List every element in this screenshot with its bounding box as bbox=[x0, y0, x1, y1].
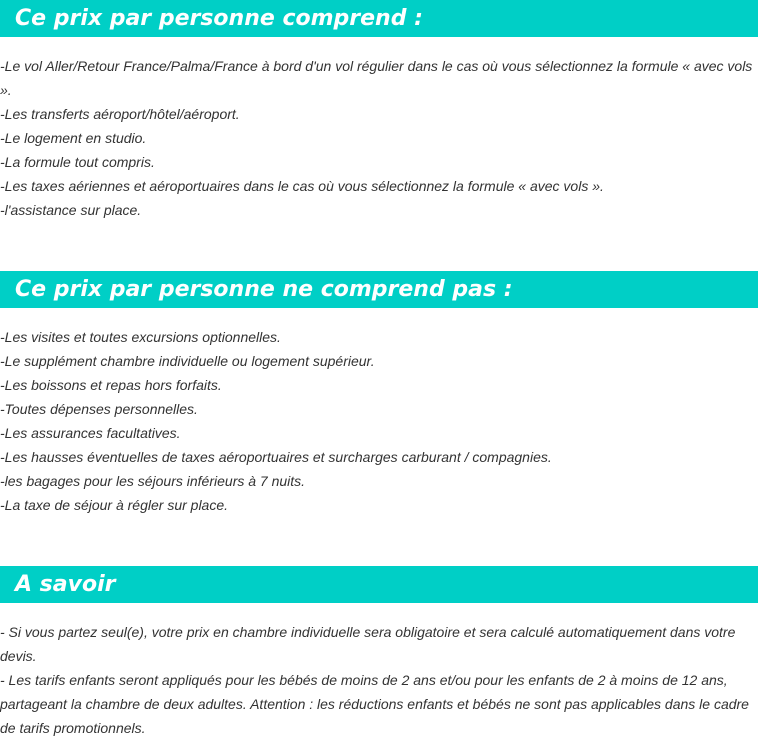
list-item: -Les taxes aériennes et aéroportuaires dans le cas où vous sélectionnez la formule « avec vols ». bbox=[0, 178, 604, 194]
list-item: -Les assurances facultatives. bbox=[0, 425, 181, 441]
section-body bbox=[0, 325, 758, 517]
list-item: - Les tarifs enfants seront appliqués pour les bébés de moins de 2 ans et/ou pour les enfants de 2 à moins de 12 ans, partageant la chambre de deux adultes. Attention : les réductions enfants et bébés ne sont pas applicables dans le cadre de tarifs promotionnels. bbox=[0, 672, 749, 736]
list-item: -Le logement en studio. bbox=[0, 130, 147, 146]
list-item: -La formule tout compris. bbox=[0, 154, 155, 170]
list-item: -Le supplément chambre individuelle ou logement supérieur. bbox=[0, 353, 375, 369]
section-title: Ce prix par personne comprend : bbox=[15, 6, 423, 31]
section-header bbox=[0, 566, 758, 603]
section-body bbox=[0, 54, 758, 222]
list-item: -Toutes dépenses personnelles. bbox=[0, 401, 198, 417]
section-not-included bbox=[0, 271, 758, 517]
list-item: -l'assistance sur place. bbox=[0, 202, 142, 218]
list-item: -Le vol Aller/Retour France/Palma/France à bord d'un vol régulier dans le cas où vous sélectionnez la formule « avec vols ». bbox=[0, 58, 753, 98]
section-body bbox=[0, 620, 758, 740]
section-title: A savoir bbox=[15, 572, 116, 597]
list-item: -Les boissons et repas hors forfaits. bbox=[0, 377, 222, 393]
section-good-to-know bbox=[0, 566, 758, 740]
list-item: -Les visites et toutes excursions optionnelles. bbox=[0, 329, 281, 345]
list-item: -les bagages pour les séjours inférieurs à 7 nuits. bbox=[0, 473, 306, 489]
section-header bbox=[0, 271, 758, 308]
list-item: -La taxe de séjour à régler sur place. bbox=[0, 497, 229, 513]
list-item: -Les transferts aéroport/hôtel/aéroport. bbox=[0, 106, 240, 122]
list-item: - Si vous partez seul(e), votre prix en chambre individuelle sera obligatoire et sera calculé automatiquement dans votre devis. bbox=[0, 624, 736, 664]
section-title: Ce prix par personne ne comprend pas : bbox=[15, 277, 513, 302]
list-item: -Les hausses éventuelles de taxes aéroportuaires et surcharges carburant / compagnies. bbox=[0, 449, 552, 465]
section-included bbox=[0, 0, 758, 222]
section-header bbox=[0, 0, 758, 37]
